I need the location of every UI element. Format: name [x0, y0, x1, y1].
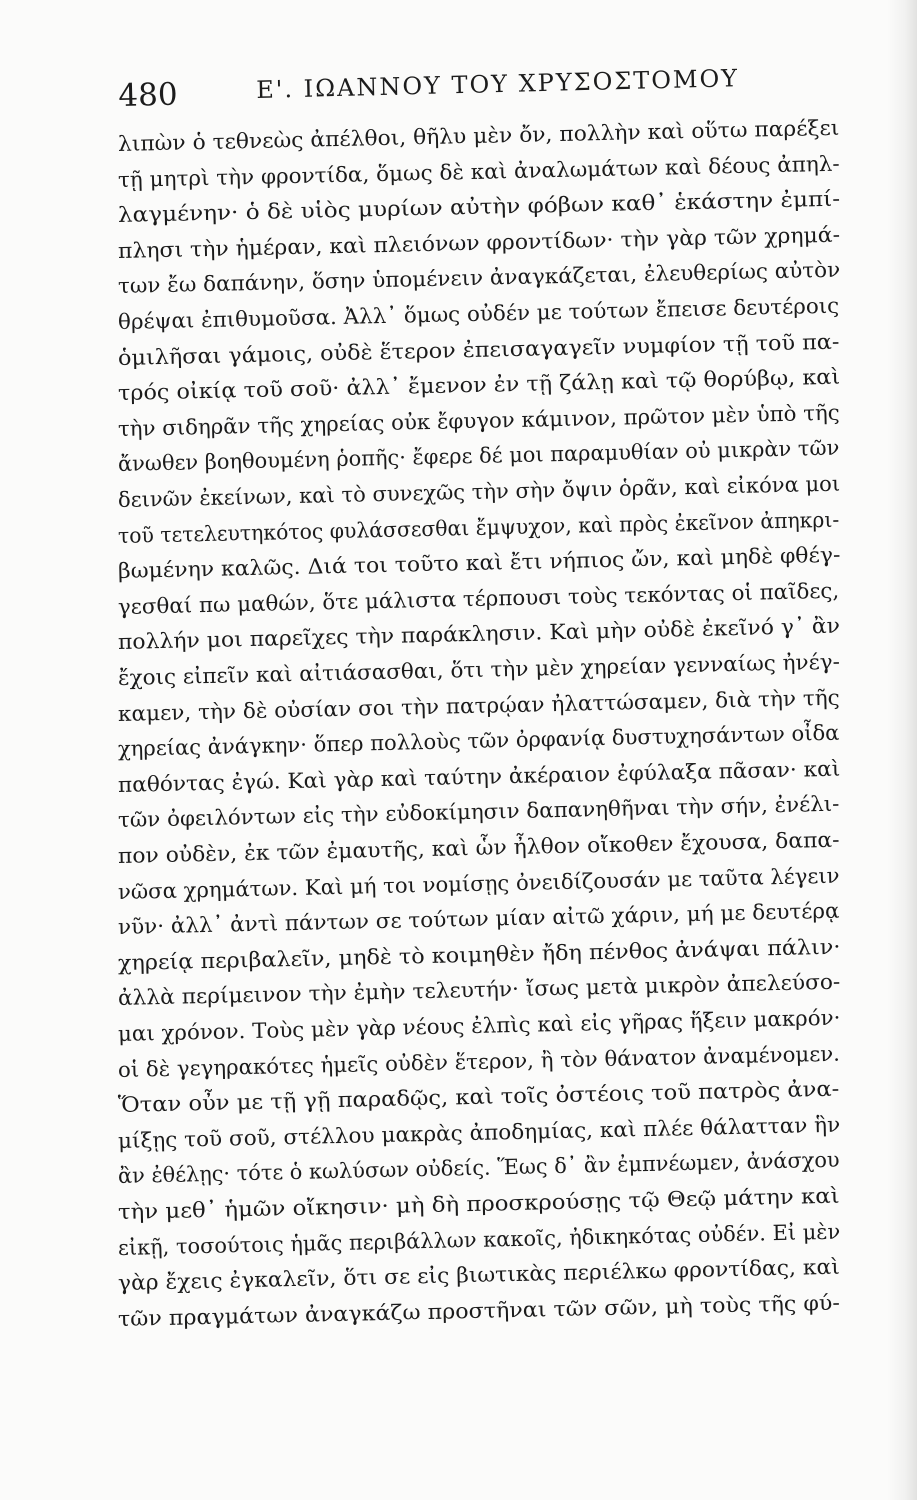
text-line: καμεν, τὴν δὲ οὐσίαν σοι τὴν πατρῴαν ἠλαττώσαμεν, διὰ τὴν τῆς [117, 685, 841, 726]
text-line: εἰκῇ, τοσούτοις ἡμᾶς περιβάλλων κακοῖς, ἠδικηκότας οὐδέν. Εἰ μὲν [117, 1219, 841, 1260]
text-line: χηρείᾳ περιβαλεῖν, μηδὲ τὸ κοιμηθὲν ἤδη πένθος ἀνάψαι πάλιν· [117, 934, 841, 975]
text-line: Ὅταν οὖν με τῇ γῇ παραδῷς, καὶ τοῖς ὀστέοις τοῦ πατρὸς ἀνα- [117, 1076, 840, 1118]
text-line: γὰρ ἔχεις ἐγκαλεῖν, ὅτι σε εἰς βιωτικὰς περιέλκω φροντίδας, καὶ [117, 1254, 841, 1296]
text-line: τὴν μεθ᾽ ἡμῶν οἴκησιν· μὴ δὴ προσκρούσῃς τῷ Θεῷ μάτην καὶ [117, 1183, 840, 1224]
text-line: χηρείας ἀνάγκην· ὅπερ πολλοὺς τῶν ὀρφανίᾳ δυστυχησάντων οἶδα [117, 720, 840, 762]
text-line: νῦν· ἀλλ᾽ ἀντὶ πάντων σε τούτων μίαν αἰτῶ χάριν, μή με δευτέρᾳ [117, 898, 840, 940]
text-line: λαγμένην· ὁ δὲ υἱὸς μυρίων αὐτὴν φόβων καθ᾽ ἑκάστην ἐμπί- [117, 186, 841, 228]
text-line: τὴν σιδηρᾶν τῆς χηρείας οὐκ ἔφυγον κάμινον, πρῶτον μὲν ὑπὸ τῆς [117, 400, 840, 441]
text-line: ἔχοις εἰπεῖν καὶ αἰτιάσασθαι, ὅτι τὴν μὲν χηρείαν γενναίως ἠνέγ- [117, 649, 841, 690]
text-line: δεινῶν ἐκείνων, καὶ τὸ συνεχῶς τὴν σὴν ὄψιν ὁρᾶν, καὶ εἰκόνα μοι [117, 471, 841, 512]
text-line: νῶσα χρημάτων. Καὶ μή τοι νομίσῃς ὀνειδίζουσάν με ταῦτα λέγειν [117, 863, 840, 904]
text-line: ἄνωθεν βοηθουμένη ῥοπῆς· ἔφερε δέ μοι παραμυθίαν οὐ μικρὰν τῶν [117, 436, 840, 477]
text-line: τρός οἰκίᾳ τοῦ σοῦ· ἀλλ᾽ ἔμενον ἐν τῇ ζάλῃ καὶ τῷ θορύβῳ, καὶ [117, 364, 841, 406]
text-line: ἂν ἐθέλῃς· τότε ὁ κωλύσων οὐδείς. Ἕως δ᾽ ἂν ἐμπνέωμεν, ἀνάσχου [117, 1148, 840, 1189]
text-line: ὁμιλῆσαι γάμοις, οὐδὲ ἕτερον ἐπεισαγαγεῖν νυμφίον τῇ τοῦ πα- [117, 329, 840, 370]
text-line: πον οὐδὲν, ἐκ τῶν ἐμαυτῆς, καὶ ὧν ἦλθον οἴκοθεν ἔχουσα, δαπα- [117, 827, 840, 868]
text-line: μαι χρόνον. Τοὺς μὲν γὰρ νέους ἐλπὶς καὶ εἰς γῆρας ἥξειν μακρόν· [117, 1005, 841, 1046]
text-line: παθόντας ἐγώ. Καὶ γὰρ καὶ ταύτην ἀκέραιον ἐφύλαξα πᾶσαν· καὶ [117, 756, 841, 797]
text-line: βωμένην καλῶς. Διά τοι τοῦτο καὶ ἔτι νήπιος ὤν, καὶ μηδὲ φθέγ- [117, 542, 841, 584]
text-line: πλησι τὴν ἡμέραν, καὶ πλειόνων φροντίδων· τὴν γὰρ τῶν χρημά- [117, 222, 841, 263]
text-line: θρέψαι ἐπιθυμοῦσα. Ἀλλ᾽ ὅμως οὐδέν με τούτων ἔπεισε δευτέροις [117, 293, 840, 334]
text-line: των ἔω δαπάνην, ὅσην ὑπομένειν ἀναγκάζεται, ἐλευθερίως αὐτὸν [117, 258, 841, 299]
text-line: τῇ μητρὶ τὴν φροντίδα, ὅμως δὲ καὶ ἀναλωμάτων καὶ δέους ἀπηλ- [117, 151, 840, 192]
text-line: γεσθαί πω μαθών, ὅτε μάλιστα τέρπουσι τοὺς τεκόντας οἱ παῖδες, [117, 578, 840, 619]
text-line: τοῦ τετελευτηκότος φυλάσσεσθαι ἔμψυχον, καὶ πρὸς ἐκεῖνον ἀπηκρι- [117, 507, 840, 548]
page-number: 480 [118, 76, 179, 114]
text-line: τῶν ὀφειλόντων εἰς τὴν εὐδοκίμησιν δαπανηθῆναι τὴν σήν, ἐνέλι- [117, 792, 840, 833]
running-title: Ε'. ΙΩΑΝΝΟΥ ΤΟΥ ΧΡΥΣΟΣΤΟΜΟΥ [256, 64, 740, 104]
text-line: μίξῃς τοῦ σοῦ, στέλλου μακρὰς ἀποδημίας, καὶ πλέε θάλατταν ἣν [117, 1112, 841, 1153]
text-line: οἱ δὲ γεγηρακότες ἡμεῖς οὐδὲν ἕτερον, ἢ τὸν θάνατον ἀναμένομεν. [117, 1041, 841, 1082]
text-line: λιπὼν ὁ τεθνεὼς ἀπέλθοι, θῆλυ μὲν ὄν, πολλὴν καὶ οὕτω παρέξει [117, 115, 840, 156]
text-line: ἀλλὰ περίμεινον τὴν ἐμὴν τελευτήν· ἴσως μετὰ μικρὸν ἀπελεύσο- [117, 970, 841, 1011]
text-line: τῶν πραγμάτων ἀναγκάζω προστῆναι τῶν σῶν, μὴ τοὺς τῆς φύ- [117, 1290, 841, 1331]
text-line: πολλήν μοι παρεῖχες τὴν παράκλησιν. Καὶ μὴν οὐδὲ ἐκεῖνό γ᾽ ἂν [117, 614, 841, 655]
